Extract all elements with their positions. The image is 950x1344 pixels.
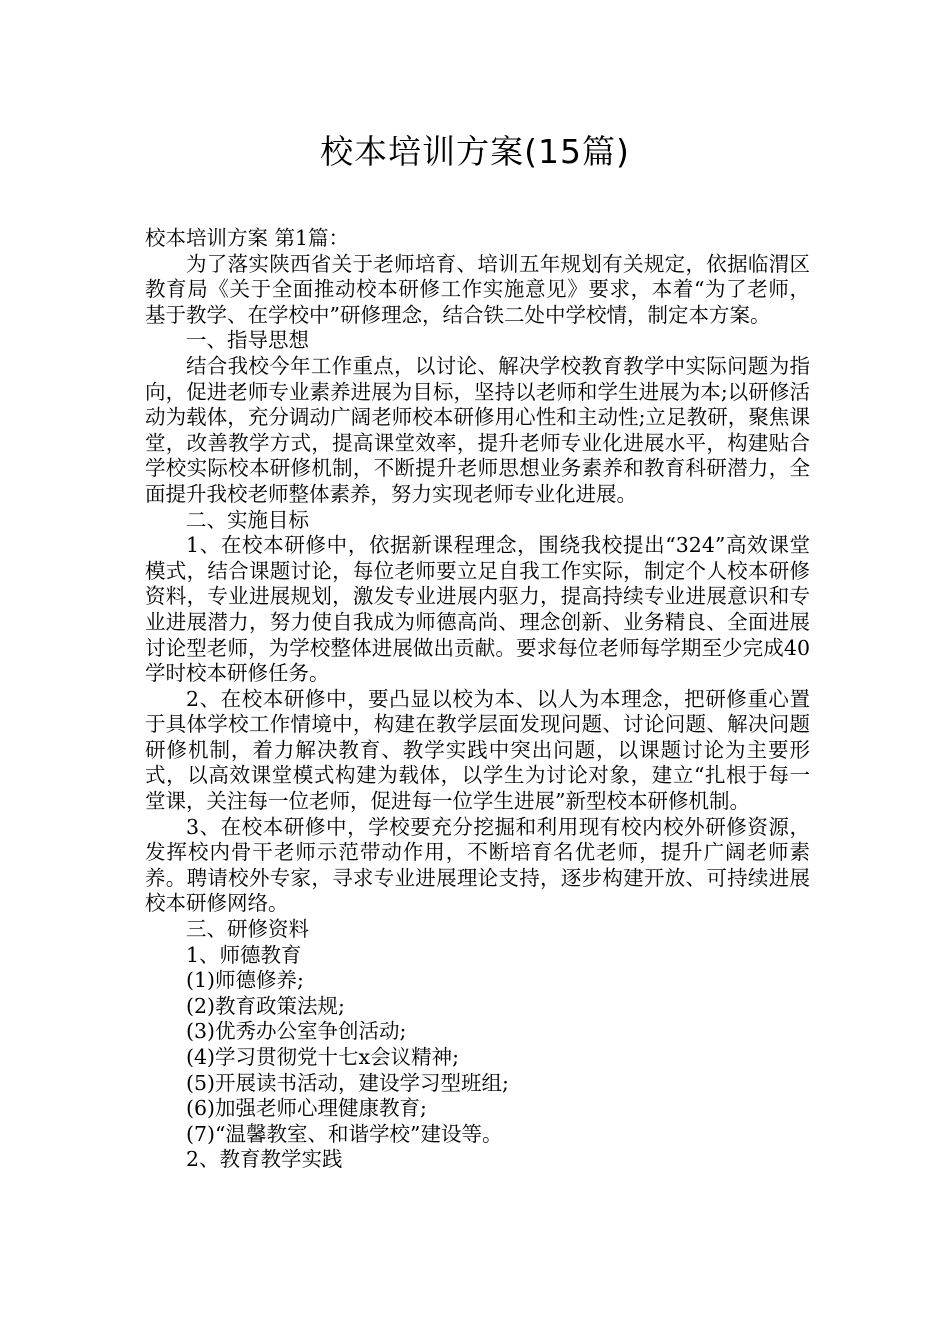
document-body [145,226,810,1173]
list-item: (5)开展读书活动，建设学习型班组; [186,1070,509,1095]
list-item: (1)师德修养; [186,968,304,993]
paragraph-goal-2: 2、在校本研修中，要凸显以校为本、以人为本理念，把研修重心置于具体学校工作情境中，构建在教学层面发现问题、讨论问题、解决问题研修机制，着力解决教育、教学实践中突出问题，以课题讨论为主要形式，以高效课堂模式构建为载体，以学生为讨论对象，建立“扎根于每一堂课，关注每一位老师，促进每一位学生进展”新型校本研修机制。 [145,686,810,814]
list-item: (4)学习贯彻党十七x会议精神; [186,1045,460,1069]
heading-goals: 二、实施目标 [186,507,309,532]
document-title: 校本培训方案(15篇) [320,132,630,171]
list-item: (3)优秀办公室争创活动; [186,1019,407,1044]
list-item: 1、师德教育 [186,942,302,967]
list-item: (6)加强老师心理健康教育; [186,1096,427,1121]
paragraph-intro: 为了落实陕西省关于老师培育、培训五年规划有关规定，依据临渭区教育局《关于全面推动校本研修工作实施意见》要求，本着“为了老师，基于教学、在学校中”研修理念，结合铁二处中学校情，制定本方案。 [145,251,810,327]
heading-content: 三、研修资料 [186,917,309,942]
list-item: (2)教育政策法规; [186,993,345,1018]
paragraph-goal-3: 3、在校本研修中，学校要充分挖掘和利用现有校内校外研修资源，发挥校内骨干老师示范带动作用，不断培育名优老师，提升广阔老师素养。聘请校外专家，寻求专业进展理论支持，逐步构建开放、可持续进展校本研修网络。 [145,814,810,916]
paragraph-guiding-thought: 结合我校今年工作重点，以讨论、解决学校教育教学中实际问题为指向，促进老师专业素养进展为目标，坚持以老师和学生进展为本;以研修活动为载体，充分调动广阔老师校本研修用心性和主动性;立足教研，聚焦课堂，改善教学方式，提高课堂效率，提升老师专业化进展水平，构建贴合学校实际校本研修机制，不断提升老师思想业务素养和教育科研潜力，全面提升我校老师整体素养，努力实现老师专业化进展。 [145,353,810,506]
paragraph-goal-1: 1、在校本研修中，依据新课程理念，围绕我校提出“324”高效课堂模式，结合课题讨论，每位老师要立足自我工作实际，制定个人校本研修资料，专业进展规划，激发专业进展内驱力，提高持续专业进展意识和专业进展潜力，努力使自我成为师德高尚、理念创新、业务精良、全面进展讨论型老师，为学校整体进展做出贡献。要求每位老师每学期至少完成40学时校本研修任务。 [145,533,810,686]
list-item: (7)“温馨教室、和谐学校”建设等。 [186,1121,503,1146]
section-label: 校本培训方案 第1篇： [145,226,350,250]
heading-guiding-thought: 一、指导思想 [186,328,309,353]
list-item: 2、教育教学实践 [186,1147,343,1172]
